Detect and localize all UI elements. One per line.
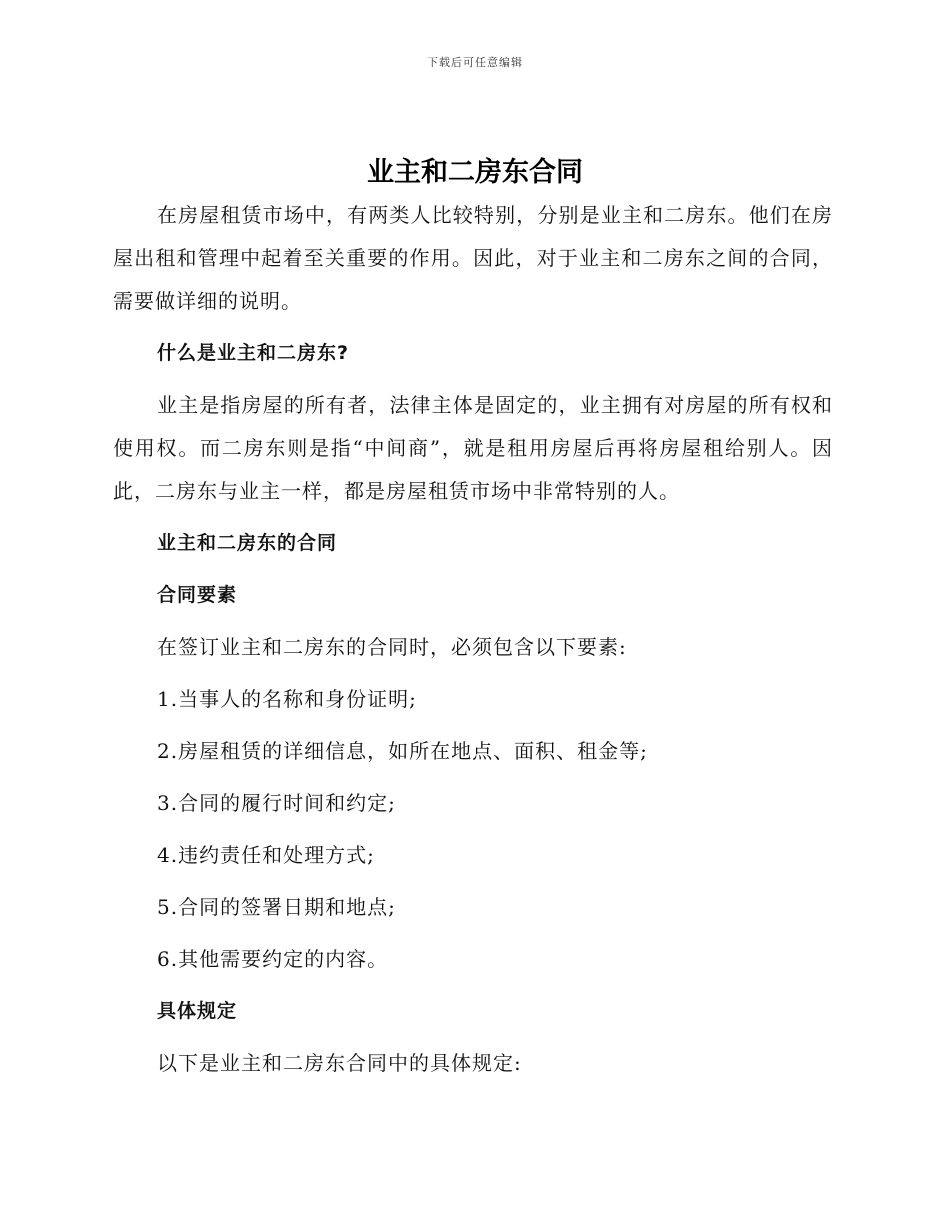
list-item: 2.房屋租赁的详细信息，如所在地点、面积、租金等;: [157, 739, 648, 763]
elements-lead: 在签订业主和二房东的合同时，必须包含以下要素:: [157, 635, 627, 659]
intro-paragraph: 在房屋租赁市场中，有两类人比较特别，分别是业主和二房东。他们在房屋出租和管理中起着至关重要的作用。因此，对于业主和二房东之间的合同，需要做详细的说明。: [113, 203, 833, 313]
header-note: 下载后可任意编辑: [427, 56, 523, 69]
definition-paragraph: 业主是指房屋的所有者，法律主体是固定的，业主拥有对房屋的所有权和使用权。而二房东则是指“中间商”，就是租用房屋后再将房屋租给别人。因此，二房东与业主一样，都是房屋租赁市场中非常特别的人。: [113, 393, 833, 503]
subheading-contract-elements: 合同要素: [157, 584, 238, 606]
document-body: [113, 194, 833, 1085]
subheading-specific-rules: 具体规定: [157, 1000, 238, 1022]
rules-lead: 以下是业主和二房东合同中的具体规定:: [157, 1051, 522, 1075]
list-item: 4.违约责任和处理方式;: [157, 843, 375, 867]
document-title: 业主和二房东合同: [367, 157, 583, 188]
section-heading-what-is: 什么是业主和二房东?: [157, 342, 350, 364]
section-heading-contract: 业主和二房东的合同: [157, 532, 338, 554]
list-item: 6.其他需要约定的内容。: [157, 947, 389, 971]
list-item: 3.合同的履行时间和约定;: [157, 791, 396, 815]
list-item: 1.当事人的名称和身份证明;: [157, 687, 417, 711]
list-item: 5.合同的签署日期和地点;: [157, 895, 396, 919]
